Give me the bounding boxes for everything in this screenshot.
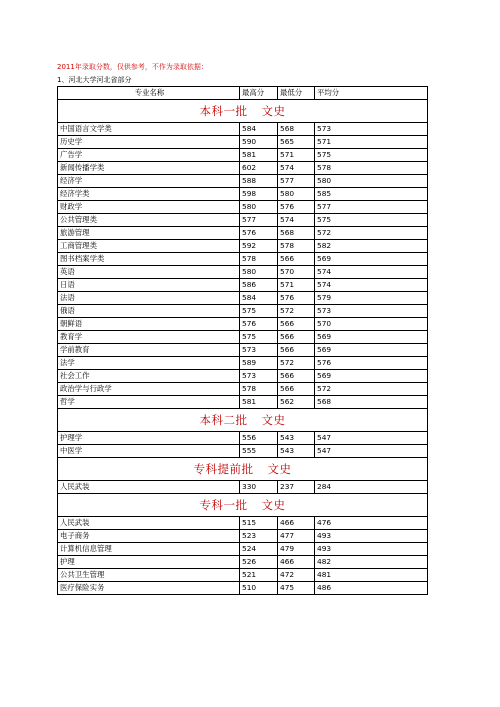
table-row [58,123,428,136]
avg-score-cell: 582 [315,240,428,253]
major-name-cell: 社会工作 [58,370,240,383]
max-score-cell: 576 [240,318,278,331]
min-score-cell: 568 [278,227,315,240]
max-score-cell: 576 [240,227,278,240]
table-row [58,318,428,331]
table-row [58,266,428,279]
table-row [58,279,428,292]
max-score-cell: 510 [240,582,278,595]
avg-score-cell: 570 [315,318,428,331]
avg-score-cell: 476 [315,517,428,530]
section-track: 文史 [267,462,292,476]
min-score-cell: 580 [278,188,315,201]
max-score-cell: 584 [240,123,278,136]
notice-text: 2011年录取分数，仅供参考，不作为录取依据： [57,63,208,71]
section-title [58,458,428,481]
avg-score-cell: 569 [315,331,428,344]
min-score-cell: 566 [278,253,315,266]
max-score-cell: 592 [240,240,278,253]
table-row [58,556,428,569]
table-row [58,569,428,582]
max-score-cell: 523 [240,530,278,543]
max-score-cell: 589 [240,357,278,370]
avg-score-cell: 482 [315,556,428,569]
avg-score-cell: 493 [315,530,428,543]
avg-score-cell: 547 [315,445,428,458]
avg-score-cell: 568 [315,396,428,409]
section-batch: 专科提前批 [193,462,254,476]
section-batch: 专科一批 [199,498,248,512]
table-row [58,445,428,458]
min-score-cell: 472 [278,569,315,582]
max-score-cell: 573 [240,344,278,357]
min-score-cell: 543 [278,445,315,458]
major-name-cell: 广告学 [58,149,240,162]
major-name-cell: 护理学 [58,432,240,445]
avg-score-cell: 575 [315,149,428,162]
major-name-cell: 朝鲜语 [58,318,240,331]
table-row [58,432,428,445]
section-track: 文史 [261,498,286,512]
major-name-cell: 图书档案学类 [58,253,240,266]
table-row [58,396,428,409]
min-score-cell: 576 [278,201,315,214]
max-score-cell: 573 [240,370,278,383]
section-subtitle: 1、河北大学河北省部分 [57,76,132,84]
section-title [58,494,428,517]
major-name-cell: 学前教育 [58,344,240,357]
table-row [58,530,428,543]
max-score-cell: 575 [240,331,278,344]
header-max-score: 最高分 [240,87,278,100]
min-score-cell: 543 [278,432,315,445]
table-row [58,240,428,253]
major-name-cell: 医疗保险实务 [58,582,240,595]
major-name-cell: 哲学 [58,396,240,409]
major-name-cell: 经济学 [58,175,240,188]
major-name-cell: 公共管理类 [58,214,240,227]
min-score-cell: 572 [278,357,315,370]
table-row [58,481,428,494]
section-title [58,409,428,432]
max-score-cell: 555 [240,445,278,458]
max-score-cell: 590 [240,136,278,149]
table-row [58,136,428,149]
major-name-cell: 人民武装 [58,517,240,530]
max-score-cell: 330 [240,481,278,494]
table-row [58,292,428,305]
max-score-cell: 598 [240,188,278,201]
major-name-cell: 电子商务 [58,530,240,543]
avg-score-cell: 575 [315,214,428,227]
max-score-cell: 581 [240,396,278,409]
min-score-cell: 566 [278,331,315,344]
table-row [58,214,428,227]
max-score-cell: 521 [240,569,278,582]
avg-score-cell: 569 [315,253,428,266]
major-name-cell: 中医学 [58,445,240,458]
avg-score-cell: 573 [315,123,428,136]
min-score-cell: 475 [278,582,315,595]
header-major-name: 专业名称 [58,87,240,100]
min-score-cell: 477 [278,530,315,543]
avg-score-cell: 585 [315,188,428,201]
table-row [58,175,428,188]
avg-score-cell: 576 [315,357,428,370]
min-score-cell: 479 [278,543,315,556]
min-score-cell: 574 [278,214,315,227]
major-name-cell: 法学 [58,357,240,370]
section-title-row [58,100,428,123]
max-score-cell: 578 [240,383,278,396]
table-row [58,149,428,162]
section-title [58,100,428,123]
table-row [58,582,428,595]
section-title-row [58,409,428,432]
table-row [58,370,428,383]
max-score-cell: 581 [240,149,278,162]
section-track: 文史 [261,104,286,118]
table-header-row [58,87,428,100]
max-score-cell: 588 [240,175,278,188]
header-min-score: 最低分 [278,87,315,100]
avg-score-cell: 573 [315,305,428,318]
section-batch: 本科二批 [199,413,248,427]
max-score-cell: 584 [240,292,278,305]
avg-score-cell: 574 [315,266,428,279]
major-name-cell: 公共卫生管理 [58,569,240,582]
major-name-cell: 中国语言文学类 [58,123,240,136]
major-name-cell: 新闻传播学类 [58,162,240,175]
max-score-cell: 524 [240,543,278,556]
min-score-cell: 577 [278,175,315,188]
min-score-cell: 571 [278,279,315,292]
avg-score-cell: 569 [315,344,428,357]
major-name-cell: 人民武装 [58,481,240,494]
min-score-cell: 562 [278,396,315,409]
section-title-row [58,458,428,481]
avg-score-cell: 481 [315,569,428,582]
table-row [58,305,428,318]
min-score-cell: 566 [278,383,315,396]
avg-score-cell: 574 [315,279,428,292]
major-name-cell: 法语 [58,292,240,305]
major-name-cell: 旅游管理 [58,227,240,240]
min-score-cell: 578 [278,240,315,253]
min-score-cell: 572 [278,305,315,318]
major-name-cell: 教育学 [58,331,240,344]
table-row [58,188,428,201]
avg-score-cell: 284 [315,481,428,494]
avg-score-cell: 572 [315,227,428,240]
min-score-cell: 574 [278,162,315,175]
major-name-cell: 俄语 [58,305,240,318]
min-score-cell: 566 [278,370,315,383]
avg-score-cell: 580 [315,175,428,188]
min-score-cell: 566 [278,344,315,357]
max-score-cell: 580 [240,266,278,279]
max-score-cell: 515 [240,517,278,530]
table-row [58,357,428,370]
max-score-cell: 586 [240,279,278,292]
avg-score-cell: 571 [315,136,428,149]
min-score-cell: 237 [278,481,315,494]
avg-score-cell: 569 [315,370,428,383]
table-row [58,331,428,344]
min-score-cell: 570 [278,266,315,279]
major-name-cell: 历史学 [58,136,240,149]
table-row [58,227,428,240]
min-score-cell: 568 [278,123,315,136]
max-score-cell: 602 [240,162,278,175]
avg-score-cell: 547 [315,432,428,445]
table-row [58,517,428,530]
avg-score-cell: 572 [315,383,428,396]
avg-score-cell: 578 [315,162,428,175]
min-score-cell: 571 [278,149,315,162]
header-avg-score: 平均分 [315,87,428,100]
min-score-cell: 566 [278,318,315,331]
max-score-cell: 575 [240,305,278,318]
max-score-cell: 526 [240,556,278,569]
max-score-cell: 580 [240,201,278,214]
max-score-cell: 556 [240,432,278,445]
table-row [58,344,428,357]
major-name-cell: 日语 [58,279,240,292]
max-score-cell: 577 [240,214,278,227]
table-row [58,201,428,214]
min-score-cell: 576 [278,292,315,305]
table-row [58,253,428,266]
major-name-cell: 财政学 [58,201,240,214]
major-name-cell: 计算机信息管理 [58,543,240,556]
table-row [58,162,428,175]
min-score-cell: 466 [278,517,315,530]
major-name-cell: 英语 [58,266,240,279]
max-score-cell: 578 [240,253,278,266]
min-score-cell: 466 [278,556,315,569]
major-name-cell: 工商管理类 [58,240,240,253]
section-batch: 本科一批 [199,104,248,118]
avg-score-cell: 577 [315,201,428,214]
major-name-cell: 护理 [58,556,240,569]
table-row [58,383,428,396]
avg-score-cell: 579 [315,292,428,305]
admission-scores-table [57,86,428,595]
major-name-cell: 经济学类 [58,188,240,201]
avg-score-cell: 493 [315,543,428,556]
section-title-row [58,494,428,517]
table-row [58,543,428,556]
min-score-cell: 565 [278,136,315,149]
major-name-cell: 政治学与行政学 [58,383,240,396]
avg-score-cell: 486 [315,582,428,595]
section-track: 文史 [261,413,286,427]
